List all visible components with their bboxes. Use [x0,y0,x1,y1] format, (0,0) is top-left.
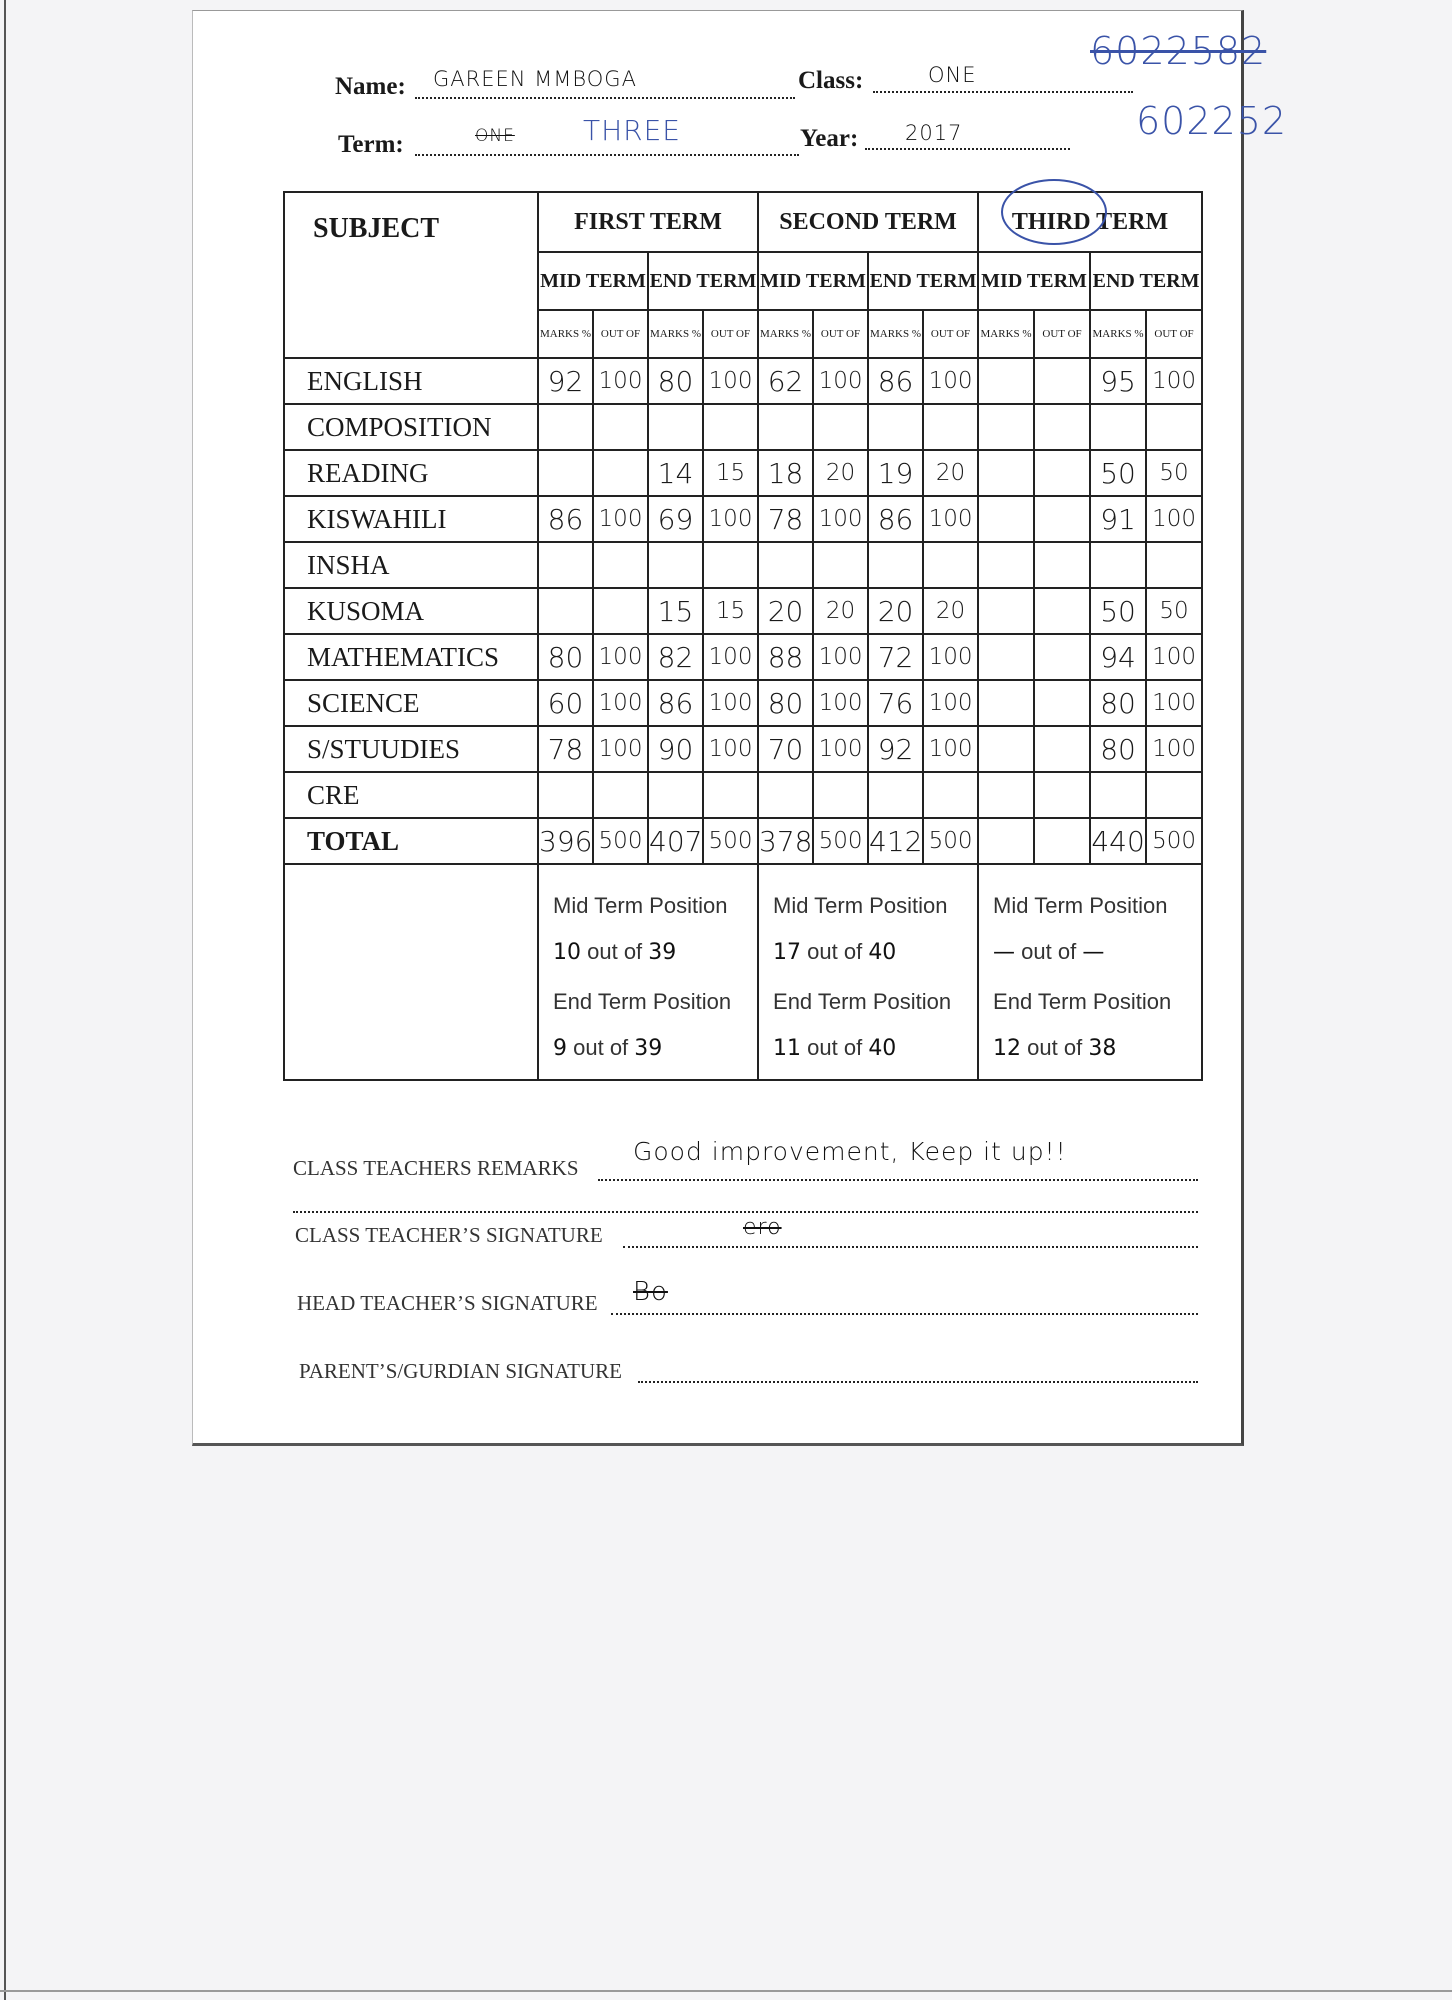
marks-cell: 80 [538,634,593,680]
out-of-col-header: OUT OF [1146,310,1202,358]
out-of-col-header: OUT OF [813,310,868,358]
second-end-out-of-value: 40 [868,1036,897,1061]
table-row [284,404,1202,450]
marks-cell [538,404,593,450]
out-of-col-header: OUT OF [923,310,978,358]
first-end-position-value: 9 [553,1036,567,1061]
class-teacher-signature-line [623,1246,1198,1248]
marks-cell: 82 [648,634,703,680]
marks-table [283,191,1203,1081]
out-of-text: out of [1027,1035,1083,1060]
subject-name: KISWAHILI [284,496,538,542]
marks-cell: 20 [758,588,813,634]
out-of-cell: 100 [703,680,758,726]
out-of-cell: 500 [593,818,648,864]
out-of-cell: 100 [1146,680,1202,726]
marks-cell: 86 [538,496,593,542]
head-teacher-signature-line [611,1313,1198,1315]
out-of-cell: 100 [1146,634,1202,680]
third-term-circle [1001,179,1107,245]
out-of-cell [703,404,758,450]
marks-cell: 95 [1090,358,1146,404]
out-of-cell: 20 [923,450,978,496]
subject-name: READING [284,450,538,496]
marks-col-header: MARKS % [758,310,813,358]
subject-name: INSHA [284,542,538,588]
remarks-dotted-line-2 [293,1211,1198,1213]
parent-signature-line [638,1381,1198,1383]
head-teacher-signature-label: HEAD TEACHER’S SIGNATURE [297,1291,598,1315]
out-of-cell [1034,404,1090,450]
marks-cell [1090,542,1146,588]
out-of-cell [813,542,868,588]
third-term-header [978,192,1202,252]
marks-cell [758,404,813,450]
out-of-cell: 100 [593,496,648,542]
out-of-cell: 100 [703,496,758,542]
marks-cell: 70 [758,726,813,772]
out-of-cell [1034,358,1090,404]
out-of-cell [703,772,758,818]
marks-cell [648,542,703,588]
marks-cell [978,358,1034,404]
out-of-cell [1034,818,1090,864]
head-teacher-signature: Bo [633,1277,668,1307]
out-of-cell [593,772,648,818]
remarks-value: Good improvement, Keep it up!! [633,1137,1067,1166]
out-of-col-header: OUT OF [593,310,648,358]
scan-edge [0,1990,1452,1992]
out-of-cell [1146,404,1202,450]
marks-cell: 50 [1090,588,1146,634]
first-mid-out-of-value: 39 [648,940,677,965]
marks-cell: 69 [648,496,703,542]
term-value: THREE [583,114,681,147]
marks-cell [538,772,593,818]
marks-cell: 14 [648,450,703,496]
admission-number-struck: 6022582 [1090,29,1267,73]
out-of-cell [1034,680,1090,726]
out-of-text: out of [573,1035,629,1060]
table-row [284,818,1202,864]
class-teacher-signature: ero [743,1215,782,1240]
remarks-dotted-line [598,1179,1198,1181]
marks-cell: 396 [538,818,593,864]
marks-cell: 88 [758,634,813,680]
marks-cell: 91 [1090,496,1146,542]
out-of-cell [923,542,978,588]
out-of-col-header: OUT OF [703,310,758,358]
out-of-cell: 15 [703,588,758,634]
out-of-cell: 500 [1146,818,1202,864]
marks-col-header: MARKS % [538,310,593,358]
marks-cell: 407 [648,818,703,864]
marks-cell: 72 [868,634,923,680]
name-label: Name: [335,73,406,100]
marks-cell: 80 [648,358,703,404]
out-of-cell: 100 [813,634,868,680]
second-mid-position-value: 17 [773,940,802,965]
table-row [284,634,1202,680]
out-of-cell: 100 [923,680,978,726]
out-of-cell [1146,542,1202,588]
second-end-position-value: 11 [773,1036,802,1061]
marks-cell [978,588,1034,634]
subject-name: SCIENCE [284,680,538,726]
marks-cell: 92 [538,358,593,404]
subject-name: TOTAL [284,818,538,864]
out-of-text: out of [807,1035,863,1060]
out-of-cell: 500 [923,818,978,864]
marks-cell: 15 [648,588,703,634]
class-label: Class: [798,67,864,94]
name-dotted-line [415,97,795,99]
table-row [284,680,1202,726]
out-of-col-header: OUT OF [1034,310,1090,358]
marks-cell [978,542,1034,588]
second-term-header: SECOND TERM [758,192,978,252]
marks-cell: 94 [1090,634,1146,680]
subject-name: COMPOSITION [284,404,538,450]
marks-col-header: MARKS % [1090,310,1146,358]
out-of-cell: 100 [593,634,648,680]
first-mid-position-value: 10 [553,940,581,965]
marks-cell [538,450,593,496]
out-of-cell: 500 [813,818,868,864]
marks-cell: 50 [1090,450,1146,496]
marks-cell [648,404,703,450]
out-of-cell: 100 [923,634,978,680]
table-row [284,588,1202,634]
marks-cell: 78 [758,496,813,542]
marks-cell: 90 [648,726,703,772]
first-end-header: END TERM [648,252,758,310]
marks-cell [978,772,1034,818]
third-mid-position-value: — [993,940,1016,965]
third-end-position-label: End Term Position [993,989,1172,1014]
out-of-cell [923,772,978,818]
out-of-cell: 100 [813,680,868,726]
marks-cell: 76 [868,680,923,726]
table-row [284,542,1202,588]
marks-cell: 80 [1090,726,1146,772]
marks-cell: 412 [868,818,923,864]
third-end-header: END TERM [1090,252,1202,310]
out-of-cell: 100 [813,496,868,542]
remarks-label: CLASS TEACHERS REMARKS [293,1156,579,1180]
out-of-cell: 100 [923,358,978,404]
marks-cell: 80 [1090,680,1146,726]
year-value: 2017 [905,121,963,145]
table-row [284,496,1202,542]
term-value-struck: ONE [475,126,515,146]
second-mid-header: MID TERM [758,252,868,310]
marks-cell [868,404,923,450]
first-mid-header: MID TERM [538,252,648,310]
second-term-positions [758,864,978,1080]
out-of-text: out of [807,939,863,964]
out-of-cell [1034,772,1090,818]
out-of-cell: 20 [813,588,868,634]
subject-name: MATHEMATICS [284,634,538,680]
second-end-position-label: End Term Position [773,989,952,1014]
marks-cell [978,818,1034,864]
marks-cell [978,634,1034,680]
first-end-position-label: End Term Position [553,989,732,1014]
marks-cell: 19 [868,450,923,496]
third-end-position-row [993,1035,1116,1061]
out-of-cell [593,588,648,634]
out-of-cell: 100 [923,496,978,542]
table-row [284,450,1202,496]
marks-cell [978,450,1034,496]
first-term-header: FIRST TERM [538,192,758,252]
second-mid-position-row [773,939,896,965]
marks-cell: 378 [758,818,813,864]
out-of-cell [593,450,648,496]
table-row [284,772,1202,818]
positions-blank-cell [284,864,538,1080]
out-of-cell: 20 [923,588,978,634]
marks-table-wrap [283,191,1201,1091]
subject-name: ENGLISH [284,358,538,404]
marks-cell [758,772,813,818]
out-of-cell [1034,634,1090,680]
out-of-cell: 100 [1146,358,1202,404]
out-of-cell: 15 [703,450,758,496]
marks-cell [1090,404,1146,450]
out-of-cell: 100 [703,634,758,680]
marks-cell: 18 [758,450,813,496]
first-term-positions [538,864,758,1080]
marks-body [284,358,1202,864]
out-of-text: out of [587,939,643,964]
marks-cell [538,542,593,588]
out-of-text: out of [1021,939,1077,964]
out-of-cell [1034,542,1090,588]
out-of-cell: 100 [703,358,758,404]
subject-name: CRE [284,772,538,818]
third-mid-position-label: Mid Term Position [993,893,1168,918]
marks-cell: 80 [758,680,813,726]
marks-cell [978,726,1034,772]
marks-cell [868,772,923,818]
marks-cell [868,542,923,588]
out-of-cell: 100 [593,358,648,404]
marks-cell: 86 [868,358,923,404]
out-of-cell [593,404,648,450]
third-end-position-value: 12 [993,1036,1022,1061]
out-of-cell: 100 [813,358,868,404]
marks-cell [978,680,1034,726]
out-of-cell: 100 [1146,726,1202,772]
out-of-cell: 50 [1146,450,1202,496]
class-value: ONE [928,63,977,87]
out-of-cell: 20 [813,450,868,496]
scan-edge [4,0,6,2000]
out-of-cell [1034,496,1090,542]
marks-cell [1090,772,1146,818]
first-end-out-of-value: 39 [634,1036,663,1061]
out-of-cell: 500 [703,818,758,864]
out-of-cell [1034,726,1090,772]
second-mid-out-of-value: 40 [868,940,897,965]
marks-col-header: MARKS % [868,310,923,358]
admission-number: 602252 [1136,99,1288,143]
out-of-cell: 100 [923,726,978,772]
marks-cell [538,588,593,634]
third-mid-header: MID TERM [978,252,1090,310]
subject-name: S/STUUDIES [284,726,538,772]
out-of-cell [813,772,868,818]
year-dotted-line [865,148,1070,150]
marks-cell: 440 [1090,818,1146,864]
out-of-cell [1146,772,1202,818]
out-of-cell: 100 [593,680,648,726]
class-dotted-line [873,91,1133,93]
marks-cell: 62 [758,358,813,404]
parent-signature-label: PARENT’S/GURDIAN SIGNATURE [299,1359,622,1383]
subject-header: SUBJECT [284,192,538,358]
term-dotted-line [415,154,799,156]
first-end-position-row [553,1035,662,1061]
third-term-positions [978,864,1202,1080]
out-of-cell: 100 [593,726,648,772]
marks-col-header: MARKS % [648,310,703,358]
out-of-cell [593,542,648,588]
out-of-cell [1034,450,1090,496]
marks-col-header: MARKS % [978,310,1034,358]
out-of-cell [703,542,758,588]
year-label: Year: [800,125,859,152]
first-mid-position-label: Mid Term Position [553,893,728,918]
class-teacher-signature-label: CLASS TEACHER’S SIGNATURE [295,1223,603,1247]
marks-cell: 86 [648,680,703,726]
report-card [192,10,1288,1446]
subject-name: KUSOMA [284,588,538,634]
out-of-cell [1034,588,1090,634]
marks-cell [978,496,1034,542]
out-of-cell: 100 [813,726,868,772]
name-value: GAREEN MMBOGA [433,67,637,91]
out-of-cell: 100 [1146,496,1202,542]
marks-cell: 92 [868,726,923,772]
third-mid-position-row [993,939,1104,965]
term-label: Term: [338,131,404,158]
out-of-cell [923,404,978,450]
marks-cell [758,542,813,588]
out-of-cell: 100 [703,726,758,772]
first-mid-position-row [553,939,676,965]
table-row [284,726,1202,772]
second-mid-position-label: Mid Term Position [773,893,948,918]
marks-cell: 86 [868,496,923,542]
third-term-label: THIRD TERM [1011,208,1169,235]
out-of-cell: 50 [1146,588,1202,634]
second-end-header: END TERM [868,252,978,310]
second-end-position-row [773,1035,896,1061]
marks-cell: 20 [868,588,923,634]
marks-cell [648,772,703,818]
table-row [284,358,1202,404]
third-mid-out-of-value: — [1082,940,1105,965]
marks-cell: 78 [538,726,593,772]
marks-cell: 60 [538,680,593,726]
out-of-cell [813,404,868,450]
third-end-out-of-value: 38 [1088,1036,1117,1061]
marks-cell [978,404,1034,450]
